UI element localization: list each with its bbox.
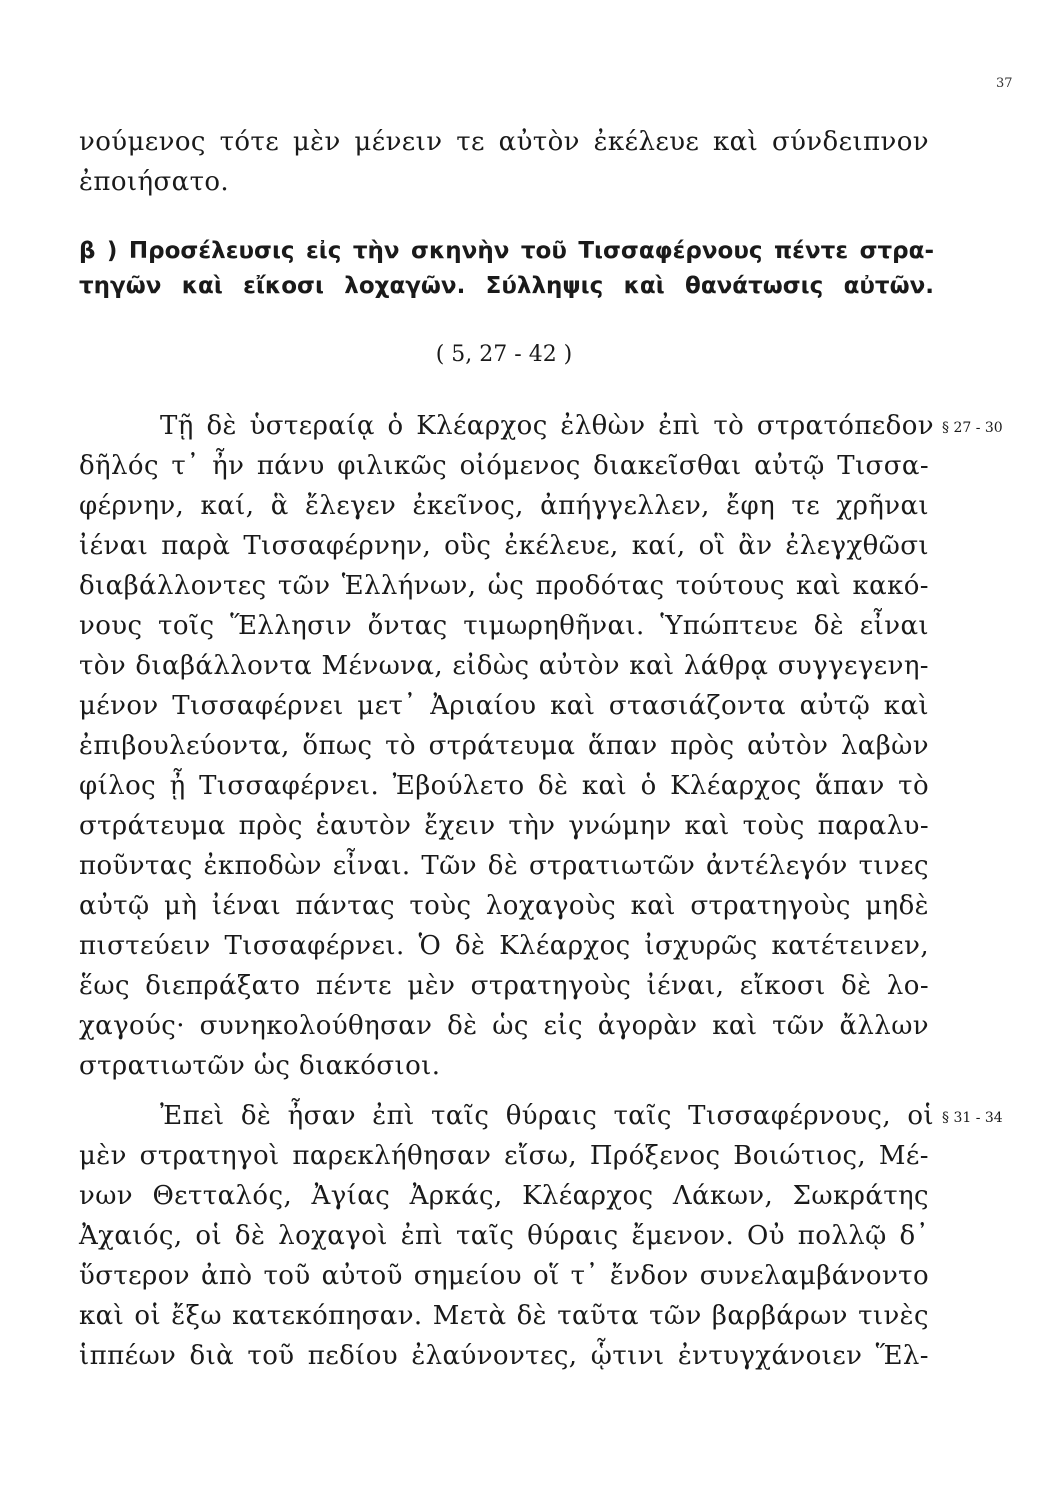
text-line: διαβάλλοντες τῶν Ἑλλήνων, ὡς προδότας τούτους καὶ κακό- [79,571,929,601]
margin-reference: § 31 - 34 [942,1110,1003,1126]
text-line: Τῇ δὲ ὑστεραίᾳ ὁ Κλέαρχος ἐλθὼν ἐπὶ τὸ στρατόπεδον [160,411,934,441]
text-line: ἰέναι παρὰ Τισσαφέρνην, οὓς ἐκέλευε, καί, οἳ ἂν ἐλεγχθῶσι [79,531,929,561]
page-number: 37 [996,76,1013,91]
text-line: ποῦντας ἐκποδὼν εἶναι. Τῶν δὲ στρατιωτῶν ἀντέλεγόν τινες [79,851,929,881]
text-line: αὐτῷ μὴ ἰέναι πάντας τοὺς λοχαγοὺς καὶ στρατηγοὺς μηδὲ [79,891,929,921]
text-line: στράτευμα πρὸς ἑαυτὸν ἔχειν τὴν γνώμην καὶ τοὺς παραλυ- [79,811,929,841]
text-line: ἐπιβουλεύοντα, ὅπως τὸ στράτευμα ἅπαν πρὸς αὐτὸν λαβὼν [79,731,929,761]
text-line: Ἐπεὶ δὲ ἦσαν ἐπὶ ταῖς θύραις ταῖς Τισσαφέρνους, οἱ [160,1101,934,1131]
margin-reference: § 27 - 30 [942,420,1003,436]
text-line: φέρνην, καί, ἃ ἔλεγεν ἐκεῖνος, ἀπήγγελλεν, ἔφη τε χρῆναι [79,491,929,521]
text-line: μένον Τισσαφέρνει μετ᾽ Ἀριαίου καὶ στασιάζοντα αὐτῷ καὶ [79,691,929,721]
section-heading: τηγῶν καὶ εἴκοσι λοχαγῶν. Σύλληψις καὶ θανάτωσις αὐτῶν. [79,273,934,299]
text-line: ἕως διεπράξατο πέντε μὲν στρατηγοὺς ἰέναι, εἴκοσι δὲ λο- [79,971,929,1001]
chapter-reference: ( 5, 27 - 42 ) [435,342,573,367]
text-line: τὸν διαβάλλοντα Μένωνα, εἰδὼς αὐτὸν καὶ λάθρᾳ συγγεγενη- [79,651,929,681]
text-line: πιστεύειν Τισσαφέρνει. Ὁ δὲ Κλέαρχος ἰσχυρῶς κατέτεινεν, [79,931,929,961]
section-heading: β ) Προσέλευσις εἰς τὴν σκηνὴν τοῦ Τισσαφέρνους πέντε στρα- [79,238,934,264]
text-line: ἐποιήσατο. [79,167,230,197]
text-line: νους τοῖς Ἕλλησιν ὄντας τιμωρηθῆναι. Ὑπώπτευε δὲ εἶναι [79,611,929,641]
text-line: δῆλός τ᾽ ἦν πάνυ φιλικῶς οἰόμενος διακεῖσθαι αὐτῷ Τισσα- [79,451,929,481]
text-line: φίλος ᾖ Τισσαφέρνει. Ἐβούλετο δὲ καὶ ὁ Κλέαρχος ἅπαν τὸ [79,771,929,801]
text-line: ὕστερον ἀπὸ τοῦ αὐτοῦ σημείου οἵ τ᾽ ἔνδον συνελαμβάνοντο [79,1261,929,1291]
text-line: στρατιωτῶν ὡς διακόσιοι. [79,1051,441,1081]
text-line: καὶ οἱ ἔξω κατεκόπησαν. Μετὰ δὲ ταῦτα τῶν βαρβάρων τινὲς [79,1301,929,1331]
text-line: Ἀχαιός, οἱ δὲ λοχαγοὶ ἐπὶ ταῖς θύραις ἔμενον. Οὐ πολλῷ δ᾽ [79,1221,929,1251]
text-line: μὲν στρατηγοὶ παρεκλήθησαν εἴσω, Πρόξενος Βοιώτιος, Μέ- [79,1141,929,1171]
text-line: ἱππέων διὰ τοῦ πεδίου ἐλαύνοντες, ᾧτινι ἐντυγχάνοιεν Ἕλ- [79,1341,929,1371]
text-line: νούμενος τότε μὲν μένειν τε αὐτὸν ἐκέλευε καὶ σύνδειπνον [79,127,929,157]
text-line: χαγούς· συνηκολούθησαν δὲ ὡς εἰς ἀγορὰν καὶ τῶν ἄλλων [79,1011,929,1041]
text-line: νων Θετταλός, Ἀγίας Ἀρκάς, Κλέαρχος Λάκων, Σωκράτης [79,1181,929,1211]
